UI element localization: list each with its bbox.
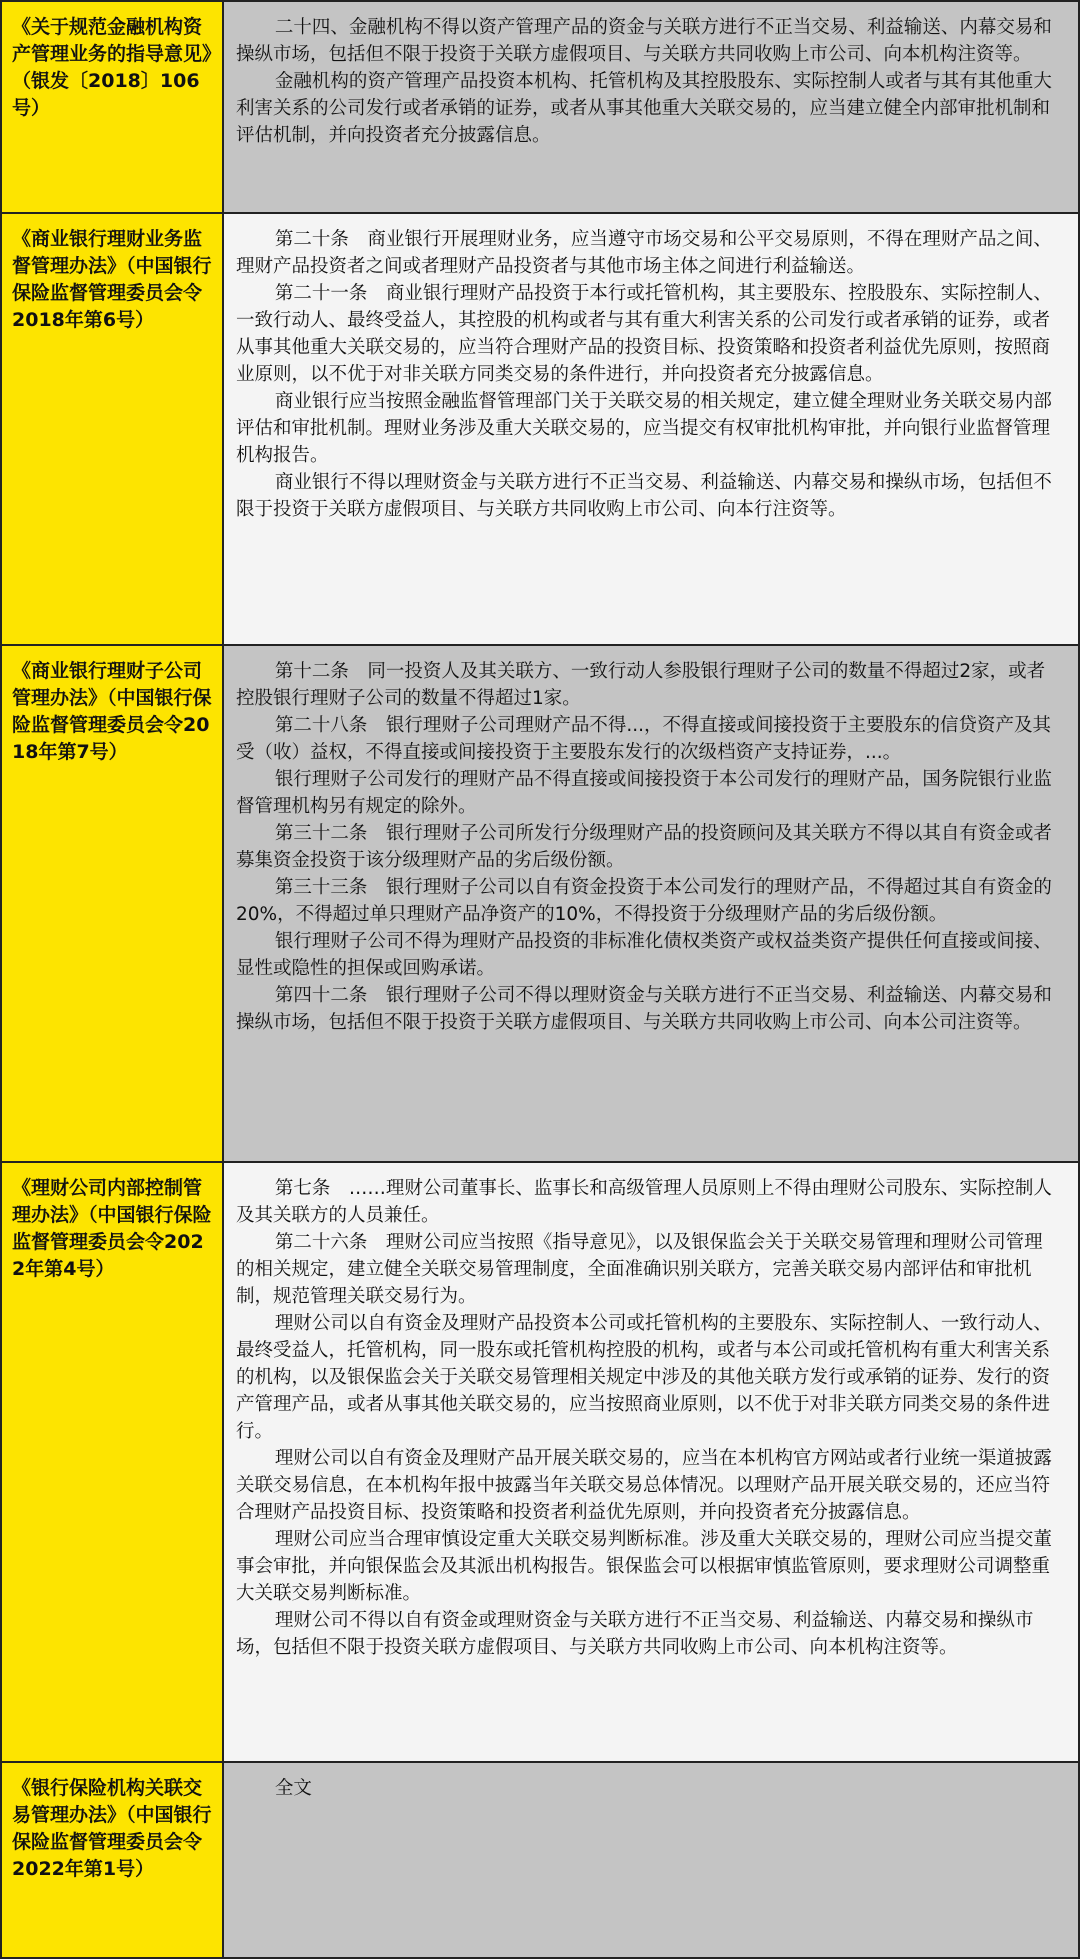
table-row bbox=[1, 645, 1079, 1162]
provision-paragraph: 第二十条 商业银行开展理财业务，应当遵守市场交易和公平交易原则，不得在理财产品之间、理财产品投资者之间或者理财产品投资者与其他市场主体之间进行利益输送。 bbox=[236, 229, 1052, 277]
provision-paragraph: 第二十八条 银行理财子公司理财产品不得...，不得直接或间接投资于主要股东的信贷资产及其受（收）益权，不得直接或间接投资于主要股东发行的次级档资产支持证券，...。 bbox=[236, 715, 1051, 763]
table-row bbox=[1, 213, 1079, 645]
regulation-title: 《商业银行理财子公司管理办法》（中国银行保险监督管理委员会令2018年第7号） bbox=[12, 660, 212, 763]
regulation-title-cell bbox=[1, 213, 223, 645]
provision-paragraph: 银行理财子公司不得为理财产品投资的非标准化债权类资产或权益类资产提供任何直接或间接、显性或隐性的担保或回购承诺。 bbox=[236, 931, 1052, 979]
regulation-title-cell bbox=[1, 1762, 223, 1958]
regulation-title: 《关于规范金融机构资产管理业务的指导意见》（银发〔2018〕106号） bbox=[12, 16, 212, 119]
provision-paragraph: 金融机构的资产管理产品投资本机构、托管机构及其控股股东、实际控制人或者与其有其他重大利害关系的公司发行或者承销的证券，或者从事其他重大关联交易的，应当建立健全内部审批机制和评估机制，并向投资者充分披露信息。 bbox=[236, 71, 1052, 146]
provision-paragraph: 第三十二条 银行理财子公司所发行分级理财产品的投资顾问及其关联方不得以其自有资金或者募集资金投资于该分级理财产品的劣后级份额。 bbox=[236, 823, 1052, 871]
provision-paragraph: 第二十一条 商业银行理财产品投资于本行或托管机构，其主要股东、控股股东、实际控制人、一致行动人、最终受益人，其控股的机构或者与其有重大利害关系的公司发行或者承销的证券，或者从事其他重大关联交易的，应当符合理财产品的投资目标、投资策略和投资者利益优先原则，按照商业原则，以不优于对非关联方同类交易的条件进行，并向投资者充分披露信息。 bbox=[236, 283, 1052, 385]
table-row bbox=[1, 1162, 1079, 1762]
provision-paragraph: 理财公司应当合理审慎设定重大关联交易判断标准。涉及重大关联交易的，理财公司应当提交董事会审批，并向银保监会及其派出机构报告。银保监会可以根据审慎监管原则，要求理财公司调整重大关联交易判断标准。 bbox=[236, 1529, 1052, 1604]
provision-paragraph: 第七条 ……理财公司董事长、监事长和高级管理人员原则上不得由理财公司股东、实际控制人及其关联方的人员兼任。 bbox=[236, 1178, 1052, 1226]
regulation-content-cell bbox=[223, 1162, 1079, 1762]
provision-paragraph: 银行理财子公司发行的理财产品不得直接或间接投资于本公司发行的理财产品，国务院银行业监督管理机构另有规定的除外。 bbox=[236, 769, 1052, 817]
regulation-content-cell bbox=[223, 645, 1079, 1162]
provision-paragraph: 商业银行不得以理财资金与关联方进行不正当交易、利益输送、内幕交易和操纵市场，包括但不限于投资于关联方虚假项目、与关联方共同收购上市公司、向本行注资等。 bbox=[236, 472, 1052, 520]
provision-paragraph: 理财公司以自有资金及理财产品开展关联交易的，应当在本机构官方网站或者行业统一渠道披露关联交易信息，在本机构年报中披露当年关联交易总体情况。以理财产品开展关联交易的，还应当符合理财产品投资目标、投资策略和投资者利益优先原则，并向投资者充分披露信息。 bbox=[236, 1448, 1052, 1523]
provision-paragraph: 商业银行应当按照金融监督管理部门关于关联交易的相关规定，建立健全理财业务关联交易内部评估和审批机制。理财业务涉及重大关联交易的，应当提交有权审批机构审批，并向银行业监督管理机构报告。 bbox=[236, 391, 1052, 466]
provision-paragraph: 第十二条 同一投资人及其关联方、一致行动人参股银行理财子公司的数量不得超过2家，或者控股银行理财子公司的数量不得超过1家。 bbox=[236, 661, 1046, 709]
table-row bbox=[1, 1762, 1079, 1958]
provision-paragraph: 第二十六条 理财公司应当按照《指导意见》，以及银保监会关于关联交易管理和理财公司管理的相关规定，建立健全关联交易管理制度，全面准确识别关联方，完善关联交易内部评估和审批机制，规范管理关联交易行为。 bbox=[236, 1232, 1043, 1307]
provision-paragraph: 第三十三条 银行理财子公司以自有资金投资于本公司发行的理财产品，不得超过其自有资金的20%，不得超过单只理财产品净资产的10%，不得投资于分级理财产品的劣后级份额。 bbox=[236, 877, 1052, 925]
provision-paragraph: 理财公司以自有资金及理财产品投资本公司或托管机构的主要股东、实际控制人、一致行动人、最终受益人，托管机构，同一股东或托管机构控股的机构，或者与本公司或托管机构有重大利害关系的机构，以及银保监会关于关联交易管理相关规定中涉及的其他关联方发行或承销的证券、发行的资产管理产品，或者从事其他关联交易的，应当按照商业原则，以不优于对非关联方同类交易的条件进行。 bbox=[236, 1313, 1052, 1442]
regulation-title: 《商业银行理财业务监督管理办法》（中国银行保险监督管理委员会令2018年第6号） bbox=[12, 228, 212, 331]
regulation-title-cell bbox=[1, 1162, 223, 1762]
provision-paragraph: 理财公司不得以自有资金或理财资金与关联方进行不正当交易、利益输送、内幕交易和操纵市场，包括但不限于投资关联方虚假项目、与关联方共同收购上市公司、向本机构注资等。 bbox=[236, 1610, 1034, 1658]
regulation-title-cell bbox=[1, 1, 223, 213]
provision-paragraph: 二十四、金融机构不得以资产管理产品的资金与关联方进行不正当交易、利益输送、内幕交易和操纵市场，包括但不限于投资于关联方虚假项目、与关联方共同收购上市公司、向本机构注资等。 bbox=[236, 17, 1052, 65]
regulation-content-cell bbox=[223, 1762, 1079, 1958]
regulation-content-cell bbox=[223, 1, 1079, 213]
provision-paragraph: 第四十二条 银行理财子公司不得以理财资金与关联方进行不正当交易、利益输送、内幕交易和操纵市场，包括但不限于投资于关联方虚假项目、与关联方共同收购上市公司、向本公司注资等。 bbox=[236, 985, 1052, 1033]
provision-paragraph: 全文 bbox=[274, 1778, 312, 1799]
table-row bbox=[1, 1, 1079, 213]
regulation-title: 《理财公司内部控制管理办法》（中国银行保险监督管理委员会令2022年第4号） bbox=[12, 1177, 212, 1280]
regulation-title-cell bbox=[1, 645, 223, 1162]
regulation-content-cell bbox=[223, 213, 1079, 645]
regulation-title: 《银行保险机构关联交易管理办法》（中国银行保险监督管理委员会令2022年第1号） bbox=[12, 1777, 212, 1880]
